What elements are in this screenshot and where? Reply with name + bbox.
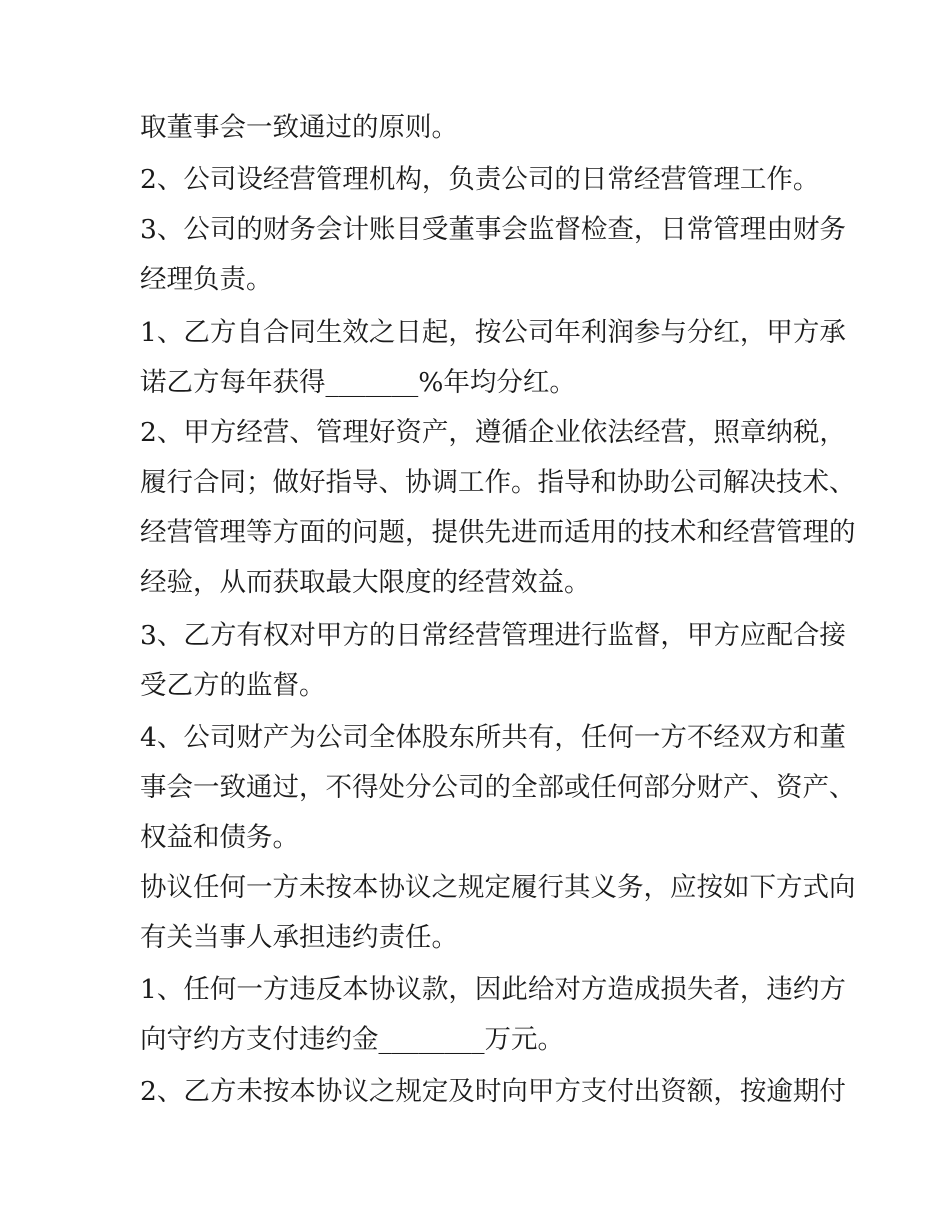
text-line: 权益和债务。 bbox=[140, 822, 299, 853]
text-line: 经营管理等方面的问题，提供先进而适用的技术和经营管理的 bbox=[140, 517, 856, 548]
text-line: 3、乙方有权对甲方的日常经营管理进行监督，甲方应配合接 bbox=[140, 620, 846, 651]
text-line: 事会一致通过，不得处分公司的全部或任何部分财产、资产、 bbox=[140, 772, 856, 803]
text-line: 2、甲方经营、管理好资产，遵循企业依法经营，照章纳税， bbox=[140, 417, 846, 448]
text-line: 1、乙方自合同生效之日起，按公司年利润参与分红，甲方承 bbox=[140, 317, 846, 348]
text-line: 诺乙方每年获得_______%年均分红。 bbox=[140, 367, 576, 398]
text-line: 2、乙方未按本协议之规定及时向甲方支付出资额，按逾期付 bbox=[140, 1076, 846, 1107]
text-line: 履行合同；做好指导、协调工作。指导和协助公司解决技术、 bbox=[140, 467, 856, 498]
text-line: 取董事会一致通过的原则。 bbox=[140, 112, 458, 143]
text-line: 经理负责。 bbox=[140, 264, 273, 295]
text-line: 1、任何一方违反本协议款，因此给对方造成损失者，违约方 bbox=[140, 974, 846, 1005]
text-line: 有关当事人承担违约责任。 bbox=[140, 922, 458, 953]
text-line: 受乙方的监督。 bbox=[140, 670, 326, 701]
text-line: 向守约方支付违约金________万元。 bbox=[140, 1024, 564, 1055]
text-line: 经验，从而获取最大限度的经营效益。 bbox=[140, 567, 591, 598]
text-line: 4、公司财产为公司全体股东所共有，任何一方不经双方和董 bbox=[140, 722, 846, 753]
text-line: 协议任何一方未按本协议之规定履行其义务，应按如下方式向 bbox=[140, 872, 856, 903]
text-line: 2、公司设经营管理机构，负责公司的日常经营管理工作。 bbox=[140, 164, 820, 195]
text-line: 3、公司的财务会计账目受董事会监督检查，日常管理由财务 bbox=[140, 214, 846, 245]
